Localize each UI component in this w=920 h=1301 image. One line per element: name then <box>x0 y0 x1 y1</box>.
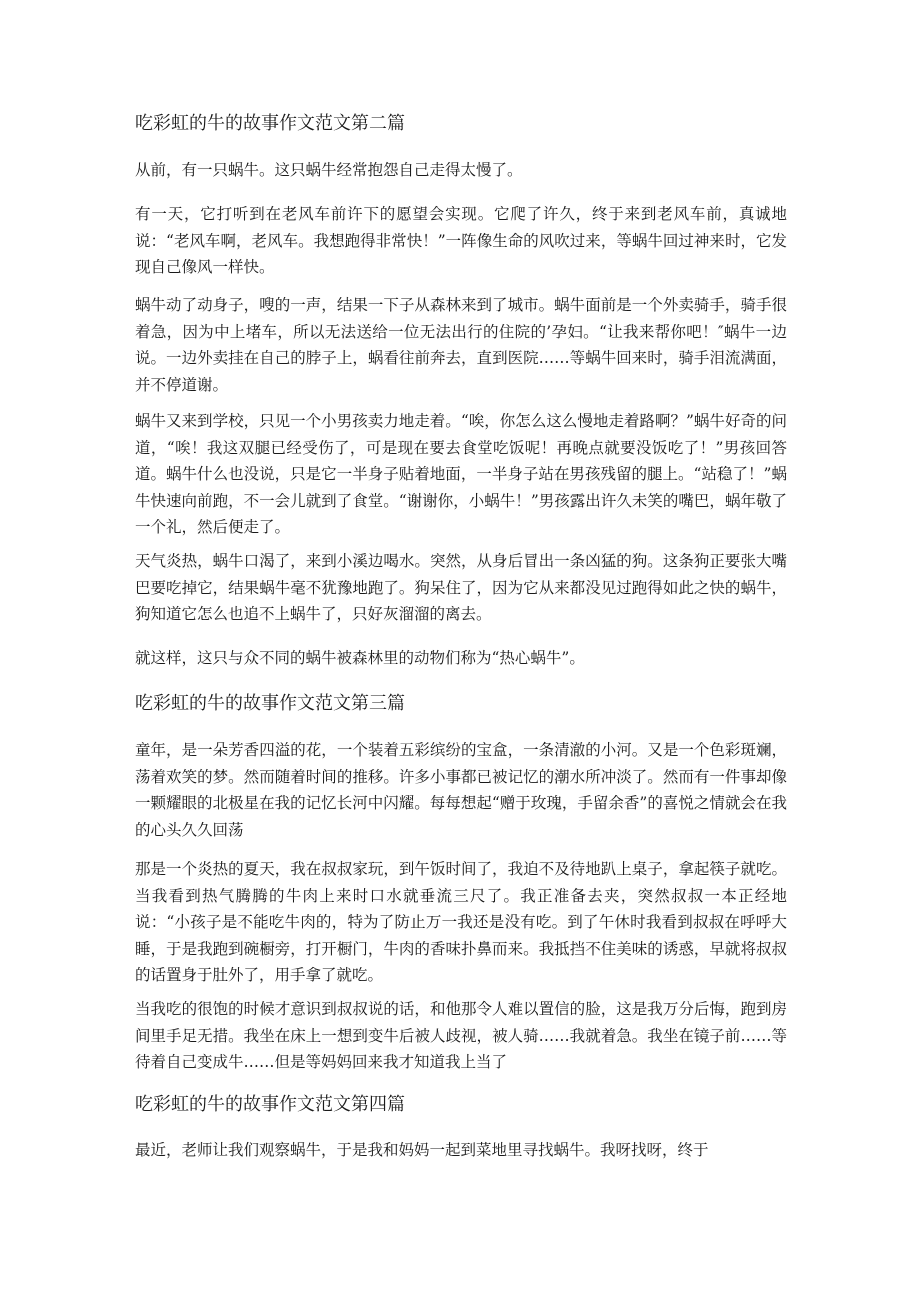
paragraph: 有一天，它打听到在老风车前许下的愿望会实现。它爬了许久，终于来到老风车前，真诚地说：“老风车啊，老风车。我想跑得非常快！”一阵像生命的风吹过来，等蜗牛回过神来时，它发现自己像风一样快。 <box>135 205 787 276</box>
paragraph: 那是一个炎热的夏天，我在叔叔家玩，到午饭时间了，我迫不及待地趴上桌子，拿起筷子就吃。当我看到热气腾腾的牛肉上来时口水就垂流三尺了。我正准备去夹，突然叔叔一本正经地说：“小孩子是不能吃牛肉的，特为了防止万一我还是没有吃。到了午休时我看到叔叔在呼呼大睡，于是我跑到碗橱旁，打开橱门，牛肉的香味扑鼻而来。我抵挡不住美味的诱惑，早就将叔叔的话置身于肚外了，用手拿了就吃。 <box>135 860 787 984</box>
paragraph: 最近，老师让我们观察蜗牛，于是我和妈妈一起到菜地里寻找蜗牛。我呀找呀，终于 <box>135 1141 709 1159</box>
section-heading-4: 吃彩虹的牛的故事作文范文第四篇 <box>135 1094 405 1115</box>
section-heading-3: 吃彩虹的牛的故事作文范文第三篇 <box>135 693 405 714</box>
paragraph: 从前，有一只蜗牛。这只蜗牛经常抱怨自己走得太慢了。 <box>135 161 523 179</box>
section-heading-2: 吃彩虹的牛的故事作文范文第二篇 <box>135 113 405 134</box>
paragraph: 蜗牛动了动身子，嗖的一声，结果一下子从森林来到了城市。蜗牛面前是一个外卖骑手，骑手很着急，因为中上堵车，所以无法送给一位无法出行的住院的’孕妇。“让我来帮你吧！″蜗牛一边说。一边外卖挂在自己的脖子上，蜗看往前奔去，直到医院……等蜗牛回来时，骑手泪流满面，并不停道谢。 <box>135 296 787 394</box>
paragraph: 蜗牛又来到学校，只见一个小男孩卖力地走着。“唉，你怎么这么慢地走着路啊？”蜗牛好奇的问道，“唉！我这双腿已经受伤了，可是现在要去食堂吃饭呢！再晚点就要没饭吃了！”男孩回答道。蜗牛什么也没说，只是它一半身子贴着地面，一半身子站在男孩残留的腿上。“站稳了！”蜗牛快速向前跑，不一会儿就到了食堂。“谢谢你，小蜗牛！”男孩露出许久未笑的嘴巴，蜗年敬了一个礼，然后便走了。 <box>135 412 787 536</box>
paragraph: 童年，是一朵芳香四溢的花，一个装着五彩缤纷的宝盒，一条清澈的小河。又是一个色彩斑斓，荡着欢笑的梦。然而随着时间的推移。许多小事都已被记忆的潮水所冲淡了。然而有一件事却像一颗耀眼的北极星在我的记忆长河中闪耀。每每想起“赠于玫瑰，手留余香”的喜悦之情就会在我的心头久久回荡 <box>135 741 787 839</box>
paragraph: 就这样，这只与众不同的蜗牛被森林里的动物们称为“热心蜗牛”。 <box>135 649 585 667</box>
paragraph: 天气炎热，蜗牛口渴了，来到小溪边喝水。突然，从身后冒出一条凶猛的狗。这条狗正要张大嘴巴要吃掉它，结果蜗牛毫不犹豫地跑了。狗呆住了，因为它从来都没见过跑得如此之快的蜗牛，狗知道它怎么也追不上蜗牛了，只好灰溜溜的离去。 <box>135 552 787 623</box>
paragraph: 当我吃的很饱的时候才意识到叔叔说的话，和他那令人难以置信的脸，这是我万分后悔，跑到房间里手足无措。我坐在床上一想到变牛后被人歧视，被人骑……我就着急。我坐在镜子前……等待着自己变成牛……但是等妈妈回来我才知道我上当了 <box>135 1000 787 1071</box>
